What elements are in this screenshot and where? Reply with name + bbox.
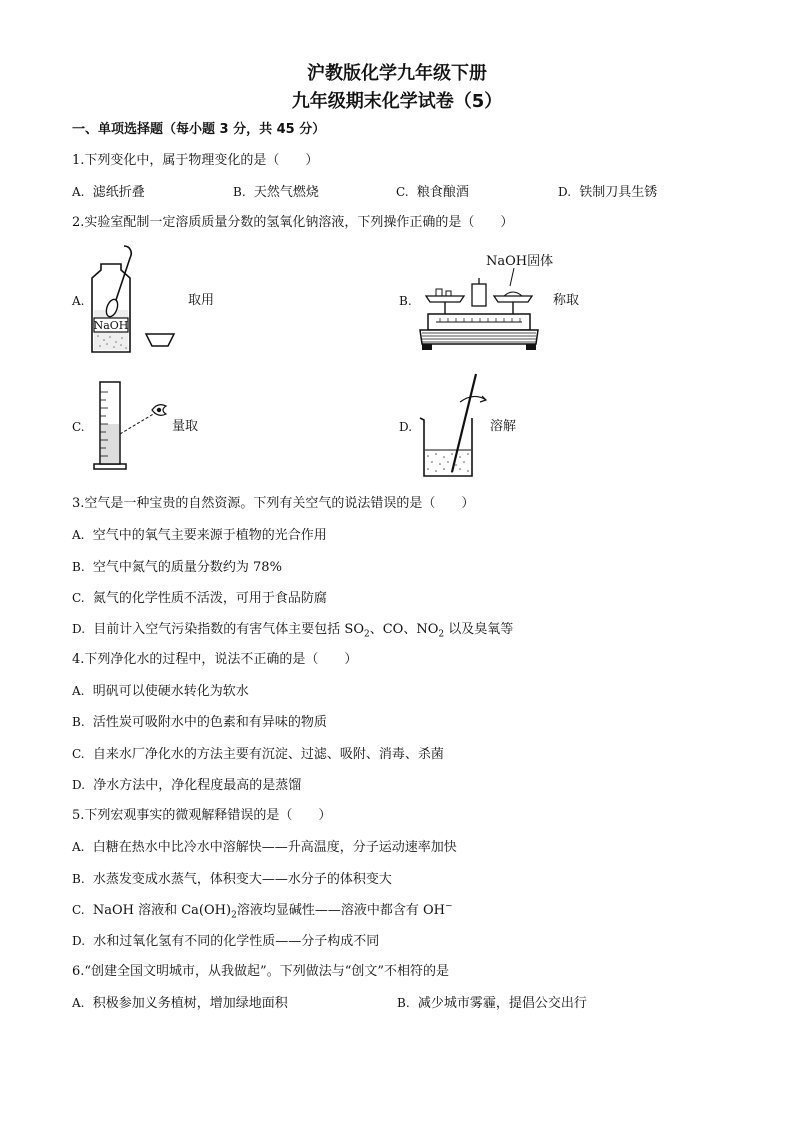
q1-option-b: B. 天然气燃烧 [233, 185, 319, 200]
q2-option-d-text: 溶解 [490, 419, 517, 434]
q6-stem: 6.“创建全国文明城市，从我做起”。下列做法与“创文”不相符的是 [72, 964, 449, 979]
balance-label: NaOH固体 [486, 254, 554, 269]
q1-option-c: C. 粮食酿酒 [396, 185, 469, 200]
q4-option-a: A. 明矾可以使硬水转化为软水 [72, 684, 249, 699]
q5-option-b: B. 水蒸发变成水蒸气，体积变大——水分子的体积变大 [72, 872, 392, 887]
reagent-bottle-figure [88, 240, 198, 358]
section-heading: 一、单项选择题（每小题 3 分，共 45 分） [72, 122, 326, 137]
exam-series-title: 沪教版化学九年级下册 [307, 63, 487, 84]
q2-option-b-letter: B. [399, 294, 412, 308]
q1-option-d: D. 铁制刀具生锈 [558, 185, 658, 200]
beaker-figure [418, 372, 488, 482]
q4-option-c: C. 自来水厂净化水的方法主要有沉淀、过滤、吸附、消毒、杀菌 [72, 747, 444, 762]
q2-stem: 2.实验室配制一定溶质质量分数的氢氧化钠溶液，下列操作正确的是（ ） [72, 215, 514, 230]
q5-stem: 5.下列宏观事实的微观解释错误的是（ ） [72, 808, 332, 823]
q1-option-a: A. 滤纸折叠 [72, 185, 145, 200]
q4-option-b: B. 活性炭可吸附水中的色素和有异味的物质 [72, 715, 327, 730]
exam-title: 九年级期末化学试卷（5） [291, 91, 503, 112]
q6-option-b: B. 减少城市雾霾，提倡公交出行 [397, 996, 587, 1011]
q3-stem: 3.空气是一种宝贵的自然资源。下列有关空气的说法错误的是（ ） [72, 496, 475, 511]
q2-option-d-letter: D. [399, 420, 413, 434]
q4-option-d: D. 净水方法中，净化程度最高的是蒸馏 [72, 778, 302, 793]
q3-option-a: A. 空气中的氧气主要来源于植物的光合作用 [72, 528, 327, 543]
q3-option-d: D. 目前计入空气污染指数的有害气体主要包括 $SO_2$、CO、$NO_2$ 以及臭氧等 [72, 622, 514, 640]
q3-option-b: B. 空气中氮气的质量分数约为 78% [72, 560, 282, 575]
q5-option-c: C. NaOH 溶液和 $Ca(OH)_2$溶液均显碱性——溶液中都含有 OH− [72, 901, 453, 921]
q1-stem: 1.下列变化中，属于物理变化的是（ ） [72, 153, 319, 168]
q4-stem: 4.下列净化水的过程中，说法不正确的是（ ） [72, 652, 358, 667]
q2-option-c-letter: C. [72, 420, 85, 434]
graduated-cylinder-figure [92, 380, 174, 470]
q6-option-a: A. 积极参加义务植树，增加绿地面积 [72, 996, 288, 1011]
q2-option-a-text: 取用 [188, 293, 215, 308]
q2-option-b-text: 称取 [553, 293, 580, 308]
reagent-label: NaOH [93, 319, 129, 332]
q2-option-a-letter: A. [72, 294, 85, 308]
q5-option-a: A. 白糖在热水中比冷水中溶解快——升高温度，分子运动速率加快 [72, 840, 457, 855]
balance-figure [418, 268, 542, 354]
q3-option-c: C. 氮气的化学性质不活泼，可用于食品防腐 [72, 591, 327, 606]
q5-option-d: D. 水和过氧化氢有不同的化学性质——分子构成不同 [72, 934, 380, 949]
q2-option-c-text: 量取 [172, 419, 199, 434]
